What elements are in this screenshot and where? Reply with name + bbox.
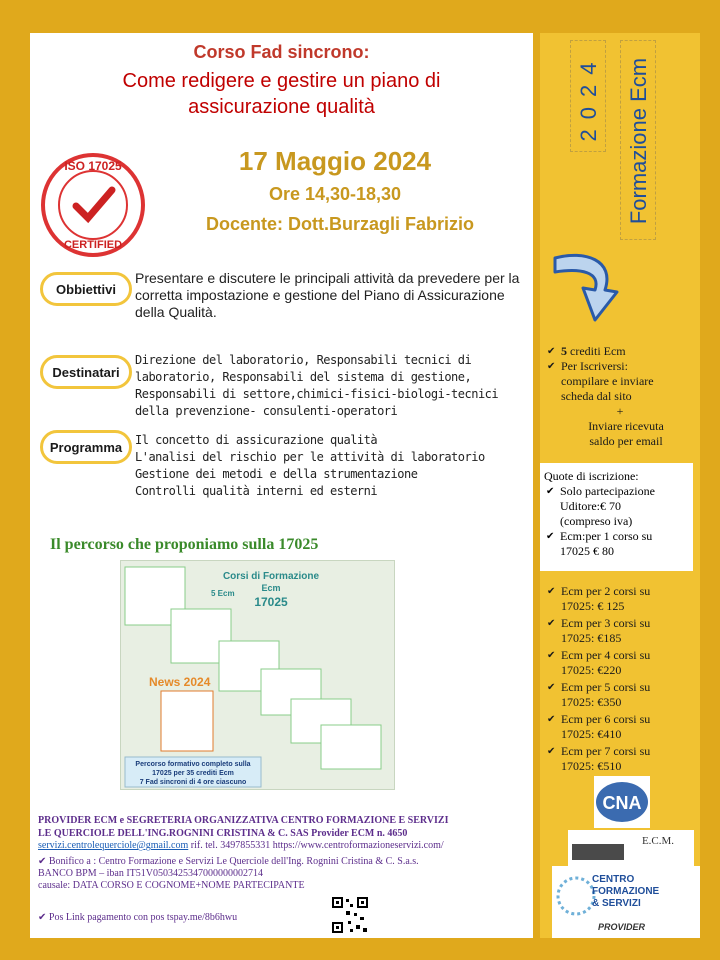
news-label: News 2024	[149, 675, 211, 689]
programma-list	[135, 432, 525, 500]
plus-sign: +	[616, 404, 624, 418]
quote-item: ✔ Ecm:per 1 corso su	[544, 529, 689, 544]
quote-uditore: Uditore:€ 70	[560, 499, 621, 513]
programma-item: Gestione dei metodi e della strumentazione	[135, 467, 418, 481]
price-item: ✔ Ecm per 4 corsi su 17025: €220	[545, 648, 695, 678]
year-text: 2024	[576, 52, 601, 142]
credits-number: 5	[561, 344, 567, 358]
cfs-line-2: FORMAZIONE	[592, 886, 660, 897]
summary-line-2: 17025 per 35 crediti Ecm	[152, 770, 234, 777]
quote-iva: (compreso iva)	[560, 514, 633, 528]
cfs-line-1: CENTRO	[592, 874, 635, 885]
iscriversi-line-3: scheda dal sito	[561, 389, 632, 403]
bonifico-line: ✔ Bonifico a : Centro Formazione e Servizi Le Querciole dell'Ing. Rognini Cristina & C. S.a.s.	[38, 856, 419, 867]
email-link[interactable]: servizi.centrolequerciole@gmail.com	[38, 840, 189, 851]
figure-title-1: Corsi di Formazione	[222, 571, 320, 582]
ecm-badge: 5 Ecm	[211, 589, 235, 598]
ricevuta-line-1: Inviare ricevuta	[588, 419, 664, 433]
destinatari-text: Direzione del laboratorio, Responsabili tecnici di laboratorio, Responsabili del sistema di gestione, Responsabili di settore,chimici-fisici-biologi-tecnici della prevenzione- consulenti-operatori	[135, 353, 499, 418]
ecm-logo	[568, 830, 694, 868]
event-date: 17 Maggio 2024	[238, 146, 432, 176]
provider-line-2: LE QUERCIOLE DELL'ING.ROGNINI CRISTINA & C. SAS Provider ECM n. 4650	[38, 828, 408, 839]
pos-link[interactable]: ✔ Pos Link pagamento con pos tspay.me/8b6hwu	[38, 912, 238, 923]
formazione-text: Formazione Ecm	[626, 57, 651, 225]
provider-info	[38, 814, 538, 840]
course-path-figure	[120, 560, 395, 790]
contacts	[38, 840, 538, 852]
iban-line: BANCO BPM – iban IT51V0503425347000000002714	[38, 868, 264, 879]
qr-code-icon[interactable]	[330, 895, 370, 935]
curved-arrow-icon	[545, 250, 625, 325]
contact-rest: rif. tel. 3497855331 https://www.centroformazioneservizi.com/	[188, 840, 444, 851]
figure-title-2: Ecm	[261, 583, 281, 593]
programma-item: Controlli qualità interni ed esterni	[135, 484, 378, 498]
percorso-title: Il percorso che proponiamo sulla 17025	[50, 536, 319, 553]
label-obiettivi: Obbiettivi	[40, 272, 132, 306]
quote-item: ✔ Solo partecipazione	[544, 484, 689, 499]
causale-line: causale: DATA CORSO E COGNOME+NOME PARTECIPANTE	[38, 880, 305, 891]
ecm-logo-text: E.C.M.	[641, 835, 675, 847]
cna-text: CNA	[602, 793, 642, 813]
cfs-line-3: & SERVIZI	[592, 898, 641, 909]
course-path-diagram	[121, 561, 396, 791]
price-item: ✔ Ecm per 5 corsi su 17025: €350	[545, 680, 695, 710]
summary-line-3: 7 Fad sincroni di 4 ore ciascuno	[139, 779, 247, 786]
iso-certified-seal-icon	[38, 150, 148, 260]
course-title	[30, 68, 533, 120]
centro-formazione-logo	[552, 866, 700, 938]
course-title-line2: assicurazione qualità	[188, 96, 375, 118]
bank-info	[38, 856, 538, 892]
programma-item: Il concetto di assicurazione qualità	[135, 433, 378, 447]
price-list	[545, 584, 695, 774]
course-type: Corso Fad sincrono:	[193, 42, 370, 62]
label-programma: Programma	[40, 430, 132, 464]
price-item: ✔ Ecm per 7 corsi su 17025: €510	[545, 744, 695, 774]
programma-item: L'analisi del rischio per le attività di laboratorio	[135, 450, 485, 464]
iscriversi-item: ✔ Per Iscriversi:	[545, 359, 695, 374]
step-box	[321, 725, 381, 769]
credits-text: crediti Ecm	[567, 344, 626, 358]
iscriversi-line-2: compilare e inviare	[561, 374, 654, 388]
seal-top-text: ISO 17025	[64, 159, 122, 173]
event-time: Ore 14,30-18,30	[268, 184, 402, 204]
obiettivi-text: Presentare e discutere le principali attività da prevedere per la corretta impostazione e gestione del Piano di Assicurazione della Qualità.	[135, 270, 520, 320]
quote-price-1: 17025 € 80	[560, 544, 614, 558]
summary-line-1: Percorso formativo completo sulla	[135, 761, 251, 768]
formazione-vertical	[620, 40, 656, 240]
label-destinatari: Destinatari	[40, 355, 132, 389]
cna-logo-icon	[594, 776, 650, 828]
ricevuta-line-2: saldo per email	[589, 434, 663, 448]
credits-block	[545, 344, 695, 449]
seal-bottom-text: CERTIFIED	[63, 239, 123, 251]
course-title-line1: Come redigere e gestire un piano di	[122, 70, 441, 92]
figure-title-3: 17025	[254, 595, 288, 609]
provider-line-1: PROVIDER ECM e SEGRETERIA ORGANIZZATIVA CENTRO FORMAZIONE E SERVIZI	[38, 815, 449, 826]
price-item: ✔ Ecm per 3 corsi su 17025: €185	[545, 616, 695, 646]
price-item: ✔ Ecm per 6 corsi su 17025: €410	[545, 712, 695, 742]
quote-box	[540, 463, 693, 571]
news-box	[161, 691, 213, 751]
price-item: ✔ Ecm per 2 corsi su 17025: € 125	[545, 584, 695, 614]
event-teacher: Docente: Dott.Burzagli Fabrizio	[205, 214, 474, 234]
cfs-provider: PROVIDER	[598, 922, 646, 932]
year-vertical	[570, 40, 606, 152]
quote-title: Quote di iscrizione:	[544, 469, 639, 483]
credits-item	[545, 344, 695, 359]
